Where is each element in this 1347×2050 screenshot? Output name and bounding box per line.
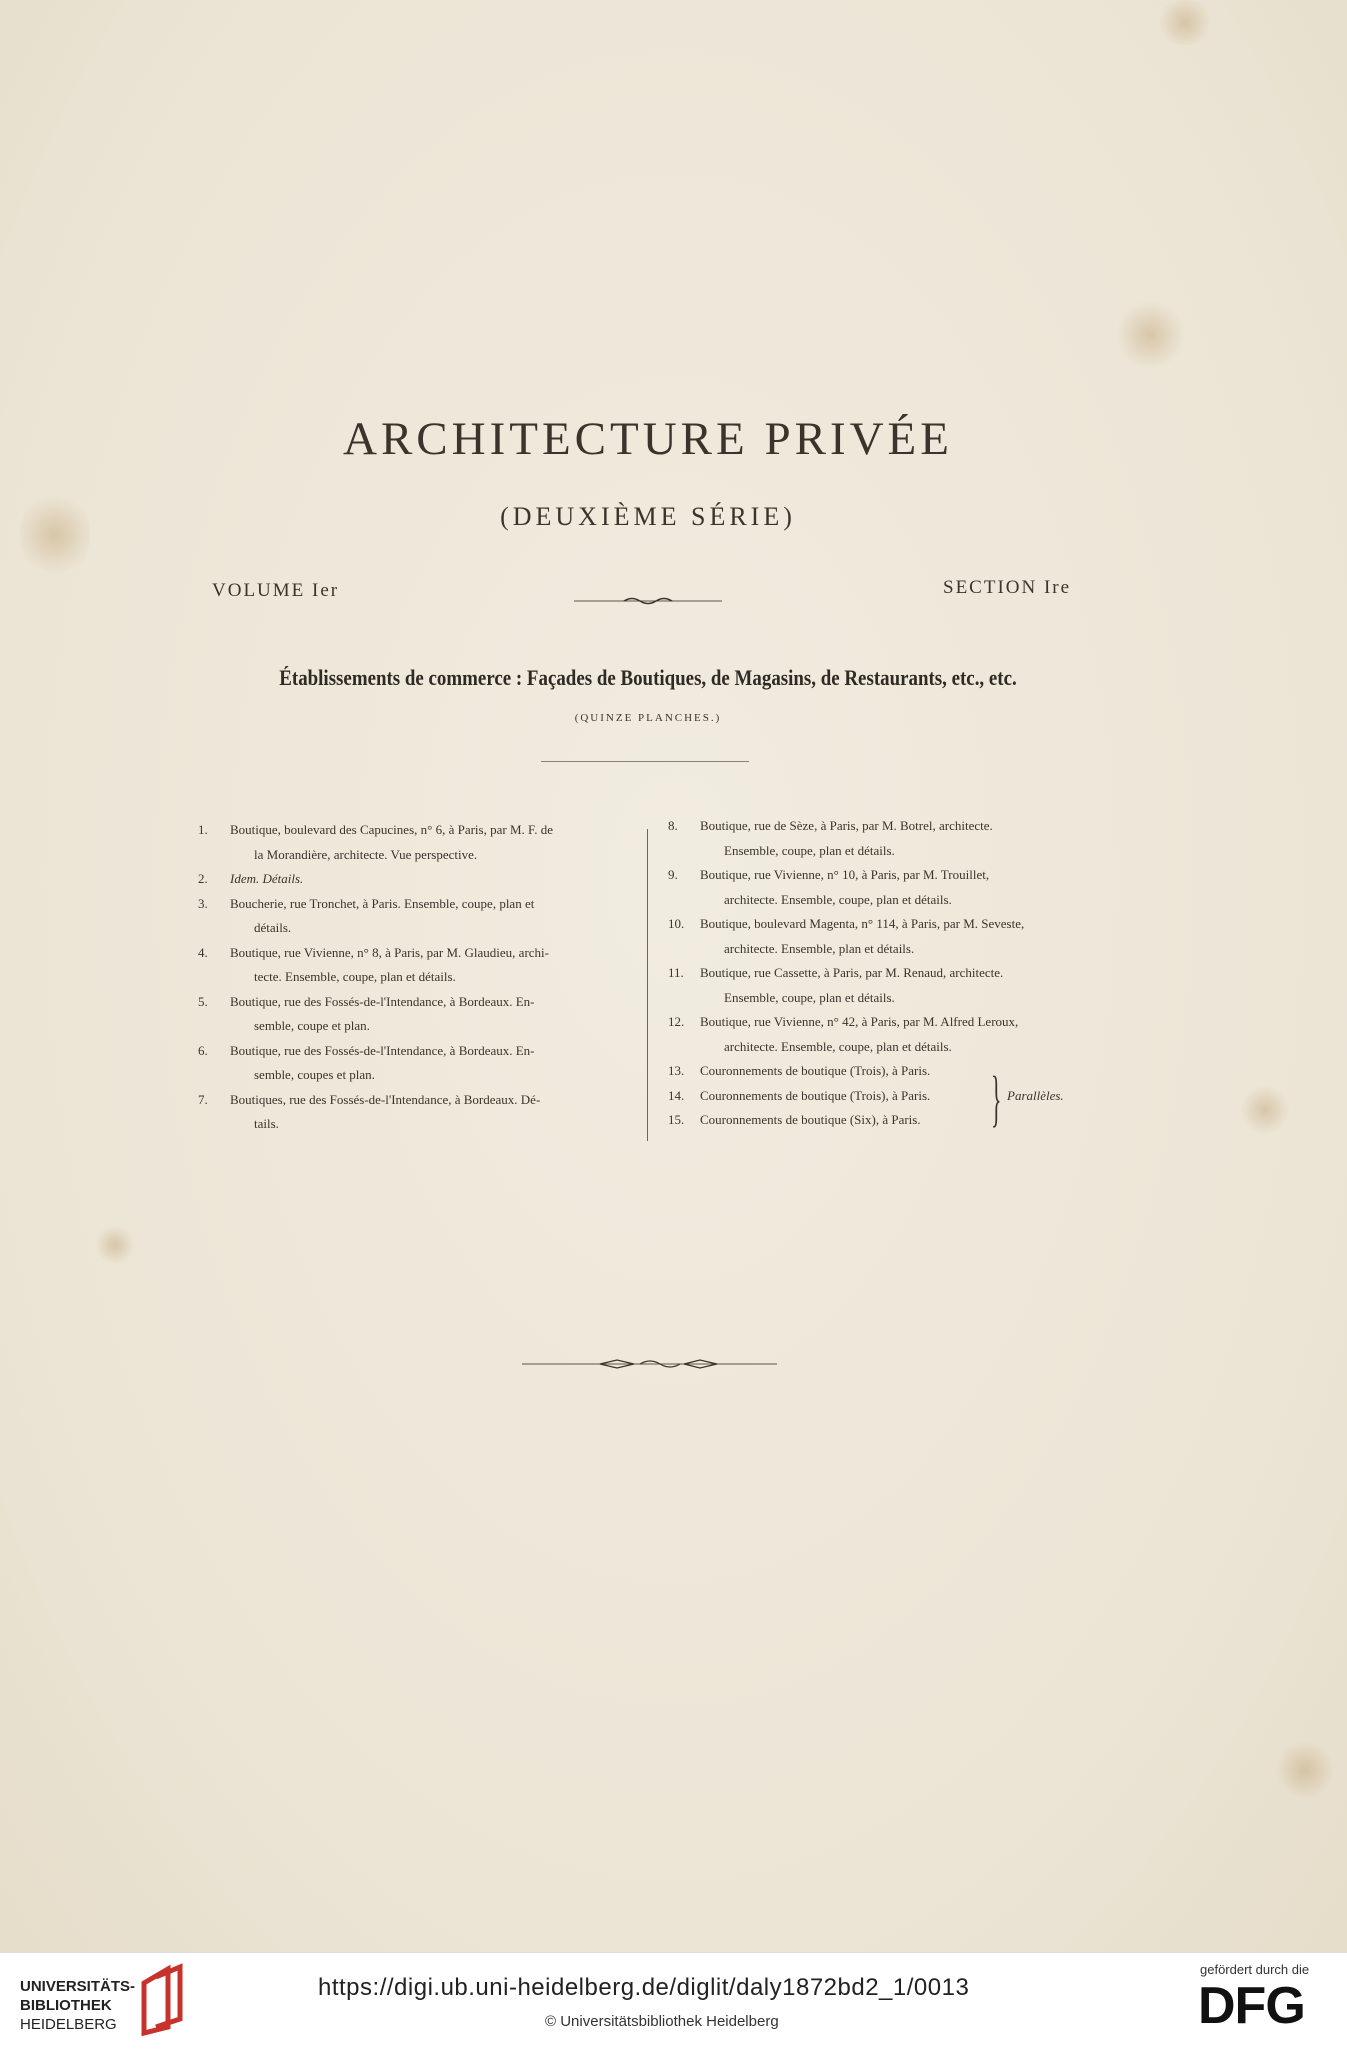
list-item: 13. Couronnements de boutique (Trois), à Paris.: [668, 1063, 931, 1078]
list-item: 1. Boutique, boulevard des Capucines, n° 6, à Paris, par M. F. de la Morandière, architecte. Vue perspective.: [198, 822, 553, 862]
list-item: 9. Boutique, rue Vivienne, n° 10, à Paris, par M. Trouillet, architecte. Ensemble, coupe, plan et détails.: [668, 867, 990, 907]
list-item: 5. Boutique, rue des Fossés-de-l'Intendance, à Bordeaux. En- semble, coupe et plan.: [198, 993, 535, 1033]
foxing-stain: [1240, 1085, 1290, 1135]
foxing-stain: [1275, 1740, 1335, 1800]
paralleles-label: Parallèles.: [1007, 1088, 1064, 1103]
foxing-stain: [95, 1225, 135, 1265]
list-item: 6. Boutique, rue des Fossés-de-l'Intendance, à Bordeaux. En- semble, coupes et plan.: [198, 1042, 535, 1082]
plate-count: (QUINZE PLANCHES.): [574, 712, 722, 724]
funding-note: gefördert durch die: [1200, 1962, 1310, 1977]
list-item: 11. Boutique, rue Cassette, à Paris, par M. Renaud, architecte. Ensemble, coupe, plan et détails.: [668, 965, 1004, 1005]
foxing-stain: [1115, 300, 1185, 370]
library-logo-icon[interactable]: [138, 1963, 188, 2037]
list-item: 7. Boutiques, rue des Fossés-de-l'Intendance, à Bordeaux. Dé- tails.: [198, 1091, 541, 1131]
list-item: 2. Idem. Détails.: [198, 871, 304, 886]
list-item: 15. Couronnements de boutique (Six), à Paris.: [668, 1112, 921, 1127]
volume-label: VOLUME Ier: [212, 580, 340, 601]
list-item: 8. Boutique, rue de Sèze, à Paris, par M. Botrel, architecte. Ensemble, coupe, plan et détails.: [668, 818, 993, 858]
column-divider: [647, 829, 648, 1141]
permalink-url[interactable]: https://digi.ub.uni-heidelberg.de/diglit/daly1872bd2_1/0013: [318, 1974, 970, 2001]
list-item: 10. Boutique, boulevard Magenta, n° 114, à Paris, par M. Seveste, architecte. Ensemble, plan et détails.: [668, 916, 1025, 956]
list-item: 14. Couronnements de boutique (Trois), à Paris.: [668, 1087, 931, 1103]
ornament-rule: [574, 594, 722, 608]
plate-list-left: [198, 818, 632, 1137]
foxing-stain: [1155, 0, 1215, 45]
plate-list-right: [668, 814, 1102, 1133]
brace-glyph: }: [991, 1065, 1002, 1133]
list-item: 12. Boutique, rue Vivienne, n° 42, à Paris, par M. Alfred Leroux, architecte. Ensemble, coupe, plan et détails.: [668, 1014, 1019, 1054]
copyright-notice: © Universitätsbibliothek Heidelberg: [545, 2013, 779, 2030]
list-item: 4. Boutique, rue Vivienne, n° 8, à Paris, par M. Glaudieu, archi- tecte. Ensemble, coupe, plan et détails.: [198, 944, 549, 984]
dfg-logo[interactable]: DFG: [1198, 1977, 1305, 2035]
section-label: SECTION Ire: [943, 577, 1072, 598]
list-item: 3. Boucherie, rue Tronchet, à Paris. Ensemble, coupe, plan et détails.: [198, 895, 535, 935]
section-heading: Établissements de commerce : Façades de Boutiques, de Magasins, de Restaurants, etc., etc.: [279, 665, 1017, 690]
ornament-rule-bottom: [522, 1357, 777, 1371]
page-subtitle: (DEUXIÈME SÉRIE): [500, 502, 796, 531]
page-title: ARCHITECTURE PRIVÉE: [343, 413, 953, 465]
library-name[interactable]: UNIVERSITÄTS- BIBLIOTHEK HEIDELBERG: [20, 1978, 136, 2033]
divider: [541, 761, 749, 762]
